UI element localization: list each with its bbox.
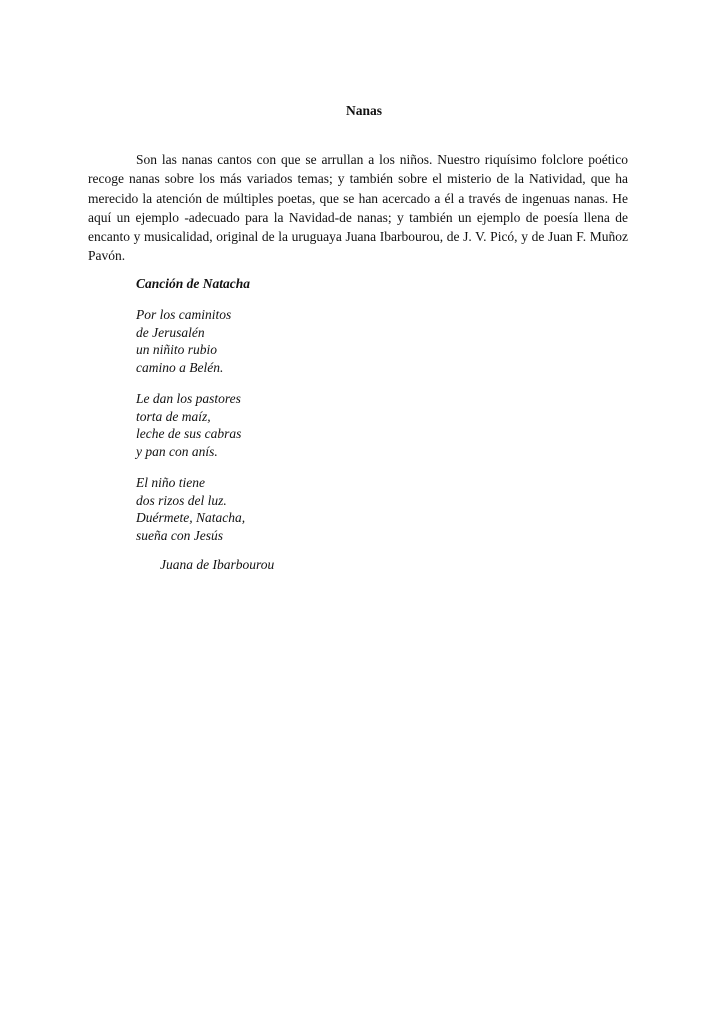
poem-line: Le dan los pastores — [136, 391, 241, 406]
poem-line: dos rizos del luz. — [136, 492, 227, 508]
poem-line: torta de maíz, — [136, 408, 211, 424]
poem-line: de Jerusalén — [136, 324, 205, 340]
poem-line: un niñito rubio — [136, 342, 218, 357]
poem-line: sueña con Jesús — [136, 527, 223, 543]
page-title: Nanas — [345, 103, 382, 118]
intro-paragraph: Son las nanas cantos con que se arrullan a los niños. Nuestro riquísimo folclore poético recoge nanas sobre los más variados temas; y también sobre el misterio de la Natividad, que ha merecido la atención de múltiples poetas, que se han acercado a él a través de ingenuas nanas. He aquí un ejemplo -adecuado para la Navidad-de nanas; y también un ejemplo de poesía llena de encanto y musicalidad, original de la uruguaya Juana Ibarbourou, de J. V. Picó, y de Juan F. Muñoz Pavón. — [88, 152, 628, 264]
poem-stanza — [136, 306, 231, 376]
poem-line: leche de sus cabras — [136, 426, 242, 441]
poem-line: Por los caminitos — [136, 307, 232, 322]
poem-line: camino a Belén. — [136, 359, 224, 375]
poem-stanza — [136, 474, 245, 544]
poem-author: Juana de Ibarbourou — [160, 557, 275, 572]
poem-line: Duérmete, Natacha, — [136, 510, 246, 525]
poem-title: Canción de Natacha — [136, 276, 251, 291]
poem-line: El niño tiene — [136, 475, 205, 490]
poem-stanza — [136, 390, 241, 460]
poem-line: y pan con anís. — [136, 443, 218, 459]
